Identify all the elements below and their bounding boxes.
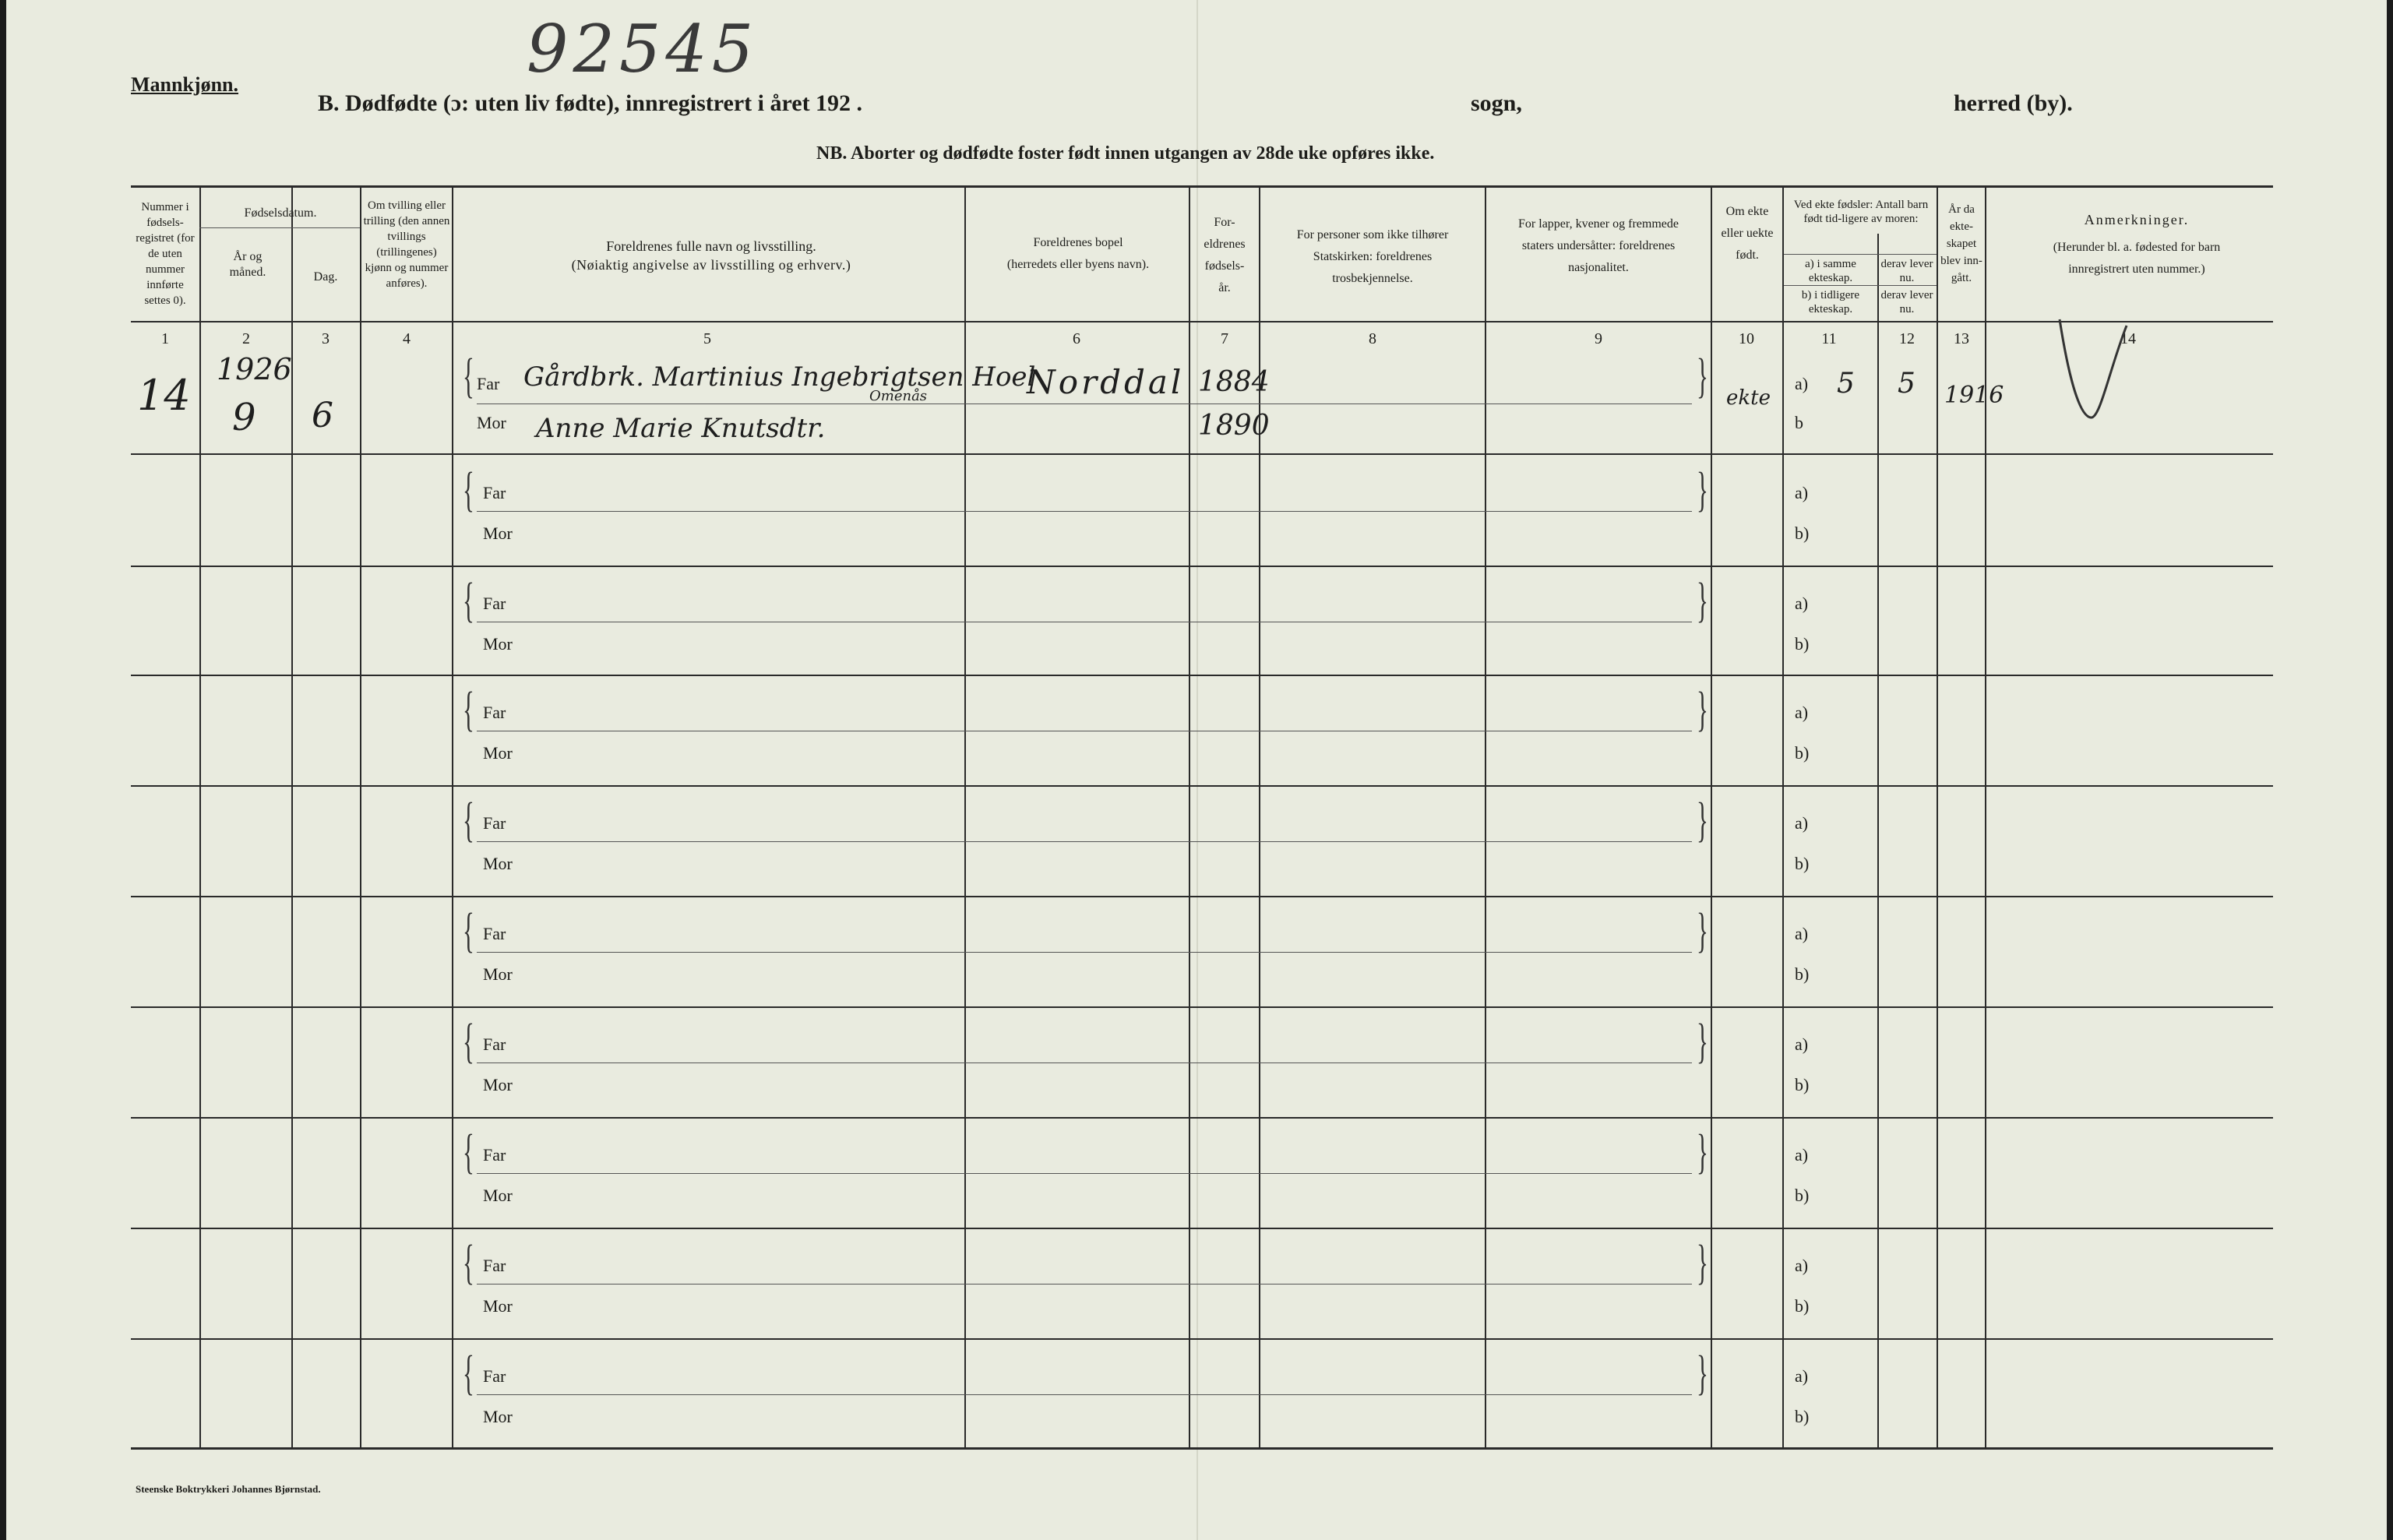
col-header-9: For lapper, kvener og fremmede staters undersåtter: foreldrenes nasjonalitet. <box>1518 217 1679 274</box>
row-rule <box>131 675 2273 676</box>
col-number: 10 <box>1739 330 1754 347</box>
col-rule <box>360 187 361 1449</box>
col-number: 11 <box>1821 330 1837 347</box>
check-mark <box>2055 315 2133 432</box>
col-header-11-12: Ved ekte fødsler: Antall barn født tid-ligere av moren: <box>1793 199 1929 225</box>
col-number: 12 <box>1899 330 1915 347</box>
col-rule <box>1937 187 1938 1449</box>
col-header-5-sub: (Nøiaktig angivelse av livsstilling og erhverv.) <box>571 257 851 273</box>
page-fold <box>1196 0 1198 1540</box>
form-title: B. Dødfødte (ɔ: uten liv fødte), innregistrert i året 192 . <box>318 90 863 116</box>
col-header-11a: a) i samme ekteskap. <box>1805 258 1856 284</box>
col-header-11b: b) i tidligere ekteskap. <box>1801 289 1860 315</box>
col-rule <box>1985 187 1986 1449</box>
entry-father-place-note: Omenås <box>869 388 928 404</box>
sogn-label: sogn, <box>1471 90 1522 116</box>
col-number: 8 <box>1369 330 1376 347</box>
col-header-8: For personer som ikke tilhører Statskirken: foreldrenes trosbekjennelse. <box>1296 228 1449 285</box>
subheader-rule <box>1784 254 1937 255</box>
far-label: Far <box>477 374 500 393</box>
col-header-5: Foreldrenes fulle navn og livsstilling. <box>606 238 816 254</box>
col-rule <box>1711 187 1712 1449</box>
col-number: 6 <box>1073 330 1080 347</box>
col-number: 9 <box>1595 330 1602 347</box>
entry-mother-birth-year: 1890 <box>1198 410 1270 442</box>
col-header-12a: derav lever nu. <box>1880 258 1933 284</box>
col-header-14-sub: (Herunder bl. a. fødested for barn innregistrert uten nummer.) <box>2053 241 2221 276</box>
row-rule <box>131 1117 2273 1119</box>
col-header-4: Om tvilling eller trilling (den annen tvillings (trillingenes) kjønn og nummer anføres). <box>363 199 450 290</box>
b-label: b <box>1795 413 1803 432</box>
herred-label: herred (by). <box>1954 90 2073 116</box>
mor-label: Mor <box>477 413 506 432</box>
printer-line: Steenske Boktrykkeri Johannes Bjørnstad. <box>136 1483 321 1495</box>
col-header-6: Foreldrenes bopel <box>1033 236 1123 249</box>
col-number: 4 <box>403 330 411 347</box>
row-rule <box>131 1228 2273 1229</box>
row-rule <box>131 1006 2273 1008</box>
entry-year: 1926 <box>217 352 292 386</box>
gender-label: Mannkjønn. <box>131 73 238 96</box>
col-rule <box>1485 187 1486 1449</box>
entry-children-same-marriage: 5 <box>1837 368 1855 400</box>
col-header-12b: derav lever nu. <box>1880 289 1933 315</box>
subheader-rule <box>1784 285 1937 286</box>
row-rule <box>131 1338 2273 1340</box>
col-rule <box>1782 187 1784 1449</box>
col-number: 7 <box>1221 330 1228 347</box>
entry-mother-name: Anne Marie Knutsdtr. <box>536 413 826 444</box>
entry-day: 6 <box>312 396 333 435</box>
col-header-3: Dag. <box>313 270 338 284</box>
entry-register-number: 14 <box>137 371 191 420</box>
col-header-1: Nummer i fødsels-registret (for de uten nummer innførte settes 0). <box>136 201 195 307</box>
col-header-13: År da ekte-skapet blev inn-gått. <box>1940 203 1982 284</box>
col-header-2: År og måned. <box>229 250 266 279</box>
col-number: 14 <box>2120 330 2136 347</box>
row-rule <box>131 785 2273 787</box>
row-brace: { <box>463 350 474 403</box>
col-number: 3 <box>322 330 330 347</box>
col-number: 5 <box>703 330 711 347</box>
row-rule <box>131 566 2273 567</box>
a-label: a) <box>1795 374 1809 393</box>
col-rule <box>1877 234 1879 1449</box>
subheader-rule <box>199 227 360 228</box>
entry-marriage-year: 1916 <box>1944 382 2004 409</box>
col-header-date: Fødselsdatum. <box>244 206 317 220</box>
col-header-7: For-eldrenes fødsels-år. <box>1204 216 1246 294</box>
col-rule <box>199 187 201 1449</box>
col-rule <box>452 187 453 1449</box>
archive-number: 92545 <box>527 11 759 87</box>
col-number: 13 <box>1954 330 1969 347</box>
col-rule <box>1189 187 1190 1449</box>
col-header-6-sub: (herredets eller byens navn). <box>1006 258 1150 271</box>
entry-children-living: 5 <box>1898 368 1915 400</box>
row-brace: } <box>1697 350 1708 403</box>
form-note: NB. Aborter og dødfødte foster født innen utgangen av 28de uke opføres ikke. <box>816 143 1435 164</box>
col-header-14: Anmerkninger. <box>2084 212 2190 227</box>
col-header-10: Om ekte eller uekte født. <box>1721 205 1774 262</box>
row-rule <box>131 453 2273 455</box>
entry-month: 9 <box>232 396 256 439</box>
row-rule <box>131 896 2273 897</box>
entry-residence: Norddal <box>1027 363 1185 401</box>
col-number: 1 <box>161 330 169 347</box>
entry-legitimacy: ekte <box>1726 386 1771 410</box>
entry-father-name: Gårdbrk. Martinius Ingebrigtsen Hoel <box>523 361 1036 393</box>
register-sheet: Mannkjønn. B. Dødfødte (ɔ: uten liv fødte), innregistrert i året 192 . 92545 sogn, herred (by). NB. Aborter og dødfødte foster født innen utgangen av 28de uke opføres ikke. Nummer i fødsels-registret (for de uten nummer innførte settes 0). Fødselsdatum. År og måned. Dag. Om tvilling eller trilling (den annen tvillings (trillingenes) kjønn og nummer anføres). Foreldrenes fulle navn og livsstilling. (Nøiaktig angivelse av livsstilling og erhverv.) Foreldrenes bopel (herredets eller byens navn). For-eldrenes fødsels-år. For personer som ikke tilhører Statskirken: foreldrenes trosbekjennelse. For lapper, kvener og fremmede staters undersåtter: foreldrenes nasjonalitet. Om ekte eller uekte født. Ved ekte fødsler: Antall barn født tid-ligere av moren: a) i samme ekteskap. b) i tidligere ekteskap. derav lever nu. derav lever nu. År da ekte-skapet blev inn-gått. Anmerkninger. (Herunder bl. a. fødested for barn innregistrert uten nummer.) 1 2 3 4 5 6 7 8 9 10 11 12 13 14 { } Far Mor a) b 14 1926 9 6 Gårdbrk. Martinius Ingebrigtsen Hoel Omenås Anne Marie Knutsdtr. Norddal 1884 1890 ekte 5 5 1916 { } Far Mor a) b) { } Far Mor a) b) { } Far Mor a) b) { } Far Mor a) b) { } Far Mor a) b) { } Far Mor a) b) { } Far Mor a) b) { } Far Mor a) b) { } Far Mor a) b) Steenske Boktrykkeri Johannes Bjørnstad. <box>6 0 2387 1540</box>
col-number: 2 <box>242 330 250 347</box>
entry-father-birth-year: 1884 <box>1198 366 1270 398</box>
